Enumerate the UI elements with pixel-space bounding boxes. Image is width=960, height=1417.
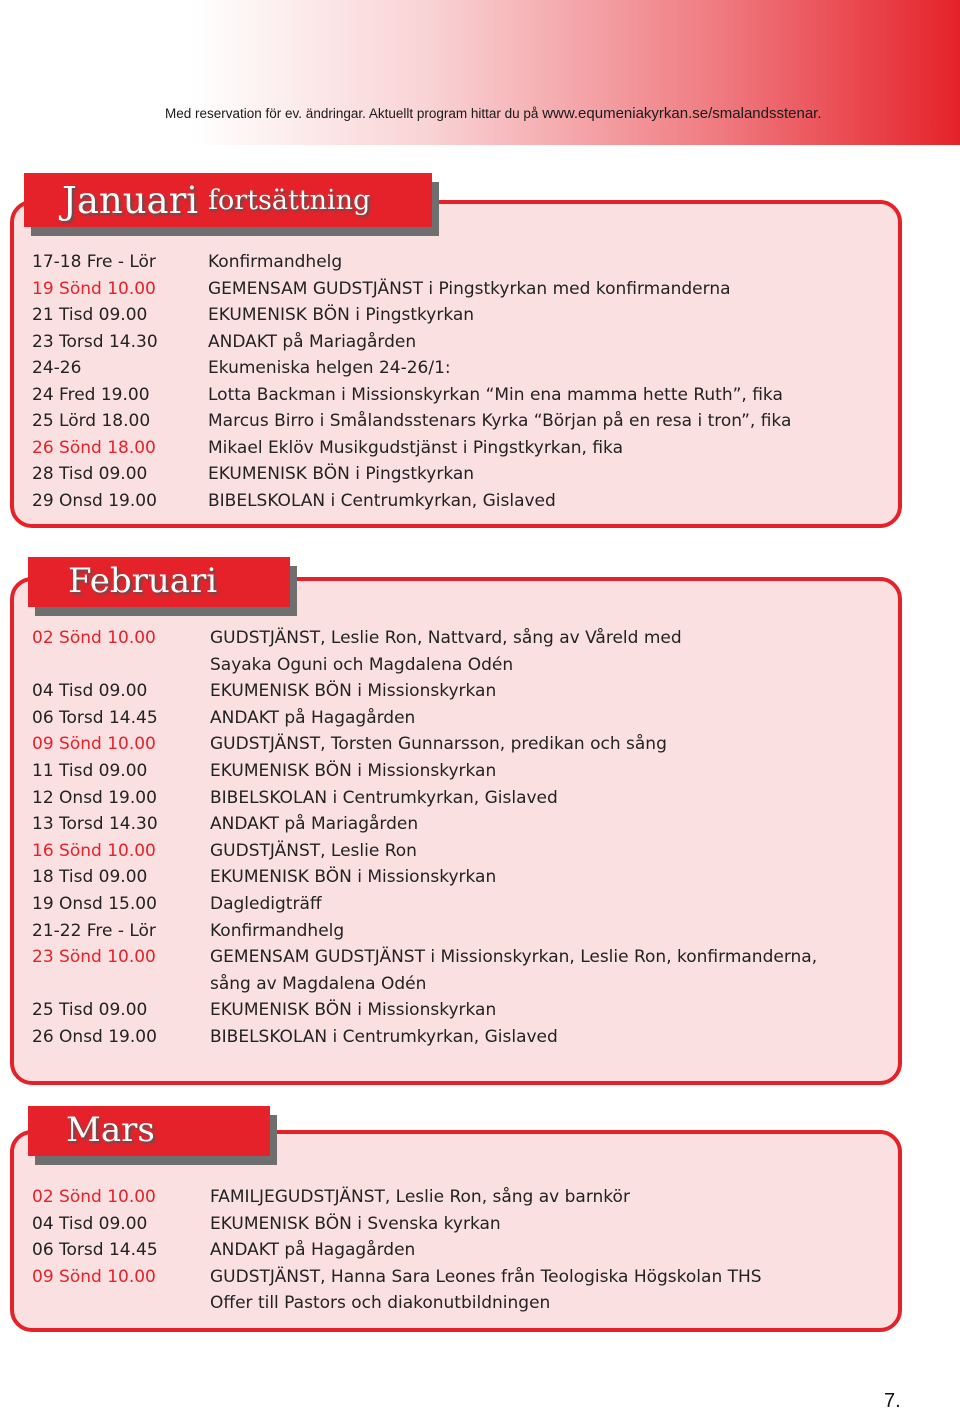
schedule-date: 25 Tisd 09.00 <box>32 1000 148 1021</box>
schedule-date: 18 Tisd 09.00 <box>32 867 148 888</box>
schedule-date: 23 Torsd 14.30 <box>32 331 158 352</box>
schedule-date: 13 Torsd 14.30 <box>32 814 158 835</box>
schedule-description: Sayaka Oguni och Magdalena Odén <box>210 654 514 675</box>
schedule-date: 02 Sönd 10.00 <box>32 628 156 648</box>
schedule-date: 16 Sönd 10.00 <box>32 840 156 861</box>
schedule-description: Marcus Birro i Smålandsstenars Kyrka “Början på en resa i tron”, fika <box>208 411 792 431</box>
schedule-description: GUDSTJÄNST, Leslie Ron <box>210 840 417 861</box>
schedule-description: sång av Magdalena Odén <box>210 973 427 994</box>
schedule-description: EKUMENISK BÖN i Pingstkyrkan <box>208 305 475 325</box>
mars-title: Mars <box>66 1110 155 1150</box>
schedule-date: 26 Onsd 19.00 <box>32 1027 157 1047</box>
schedule-description: GUDSTJÄNST, Torsten Gunnarsson, predikan och sång <box>210 734 667 755</box>
schedule-date: 09 Sönd 10.00 <box>32 734 156 755</box>
schedule-date: 19 Onsd 15.00 <box>32 894 157 914</box>
schedule-date: 29 Onsd 19.00 <box>32 490 157 511</box>
mars-banner <box>28 1106 270 1156</box>
schedule-date: 04 Tisd 09.00 <box>32 1213 148 1234</box>
schedule-description: Mikael Eklöv Musikgudstjänst i Pingstkyrkan, fika <box>208 437 624 458</box>
schedule-date: 25 Lörd 18.00 <box>32 411 151 431</box>
schedule-description: Dagledigträff <box>210 894 322 914</box>
schedule-description: BIBELSKOLAN i Centrumkyrkan, Gislaved <box>210 1027 558 1047</box>
schedule-date: 17-18 Fre - Lör <box>32 252 156 272</box>
schedule-description: ANDAKT på Mariagården <box>210 814 419 835</box>
page-number: 7. <box>884 1390 901 1412</box>
schedule-description: BIBELSKOLAN i Centrumkyrkan, Gislaved <box>210 787 558 808</box>
schedule-date: 21 Tisd 09.00 <box>32 305 148 325</box>
schedule-description: Konfirmandhelg <box>210 920 345 941</box>
schedule-description: BIBELSKOLAN i Centrumkyrkan, Gislaved <box>208 490 556 511</box>
header-gradient-band <box>0 0 960 145</box>
schedule-description: GEMENSAM GUDSTJÄNST i Missionskyrkan, Leslie Ron, konfirmanderna, <box>210 947 818 968</box>
februari-banner <box>28 557 290 607</box>
januari-title: Januari <box>62 179 199 222</box>
schedule-date: 04 Tisd 09.00 <box>32 681 148 702</box>
februari-title: Februari <box>68 561 218 601</box>
schedule-description: GUDSTJÄNST, Hanna Sara Leones från Teologiska Högskolan THS <box>210 1266 762 1287</box>
schedule-date: 24 Fred 19.00 <box>32 384 150 405</box>
notice-text: Med reservation för ev. ändringar. Aktuellt program hittar du på <box>165 106 543 121</box>
schedule-description: EKUMENISK BÖN i Missionskyrkan <box>210 761 497 781</box>
schedule-description: ANDAKT på Mariagården <box>208 331 417 352</box>
schedule-date: 06 Torsd 14.45 <box>32 1240 158 1261</box>
schedule-date: 23 Sönd 10.00 <box>32 947 156 968</box>
schedule-date: 19 Sönd 10.00 <box>32 278 156 299</box>
schedule-date: 12 Onsd 19.00 <box>32 787 157 808</box>
schedule-description: EKUMENISK BÖN i Svenska kyrkan <box>210 1213 501 1234</box>
schedule-date: 06 Torsd 14.45 <box>32 707 158 728</box>
website-link[interactable]: www.equmeniakyrkan.se/smalandsstenar. <box>542 105 822 122</box>
schedule-description: GEMENSAM GUDSTJÄNST i Pingstkyrkan med konfirmanderna <box>208 278 731 299</box>
schedule-description: Offer till Pastors och diakonutbildningen <box>210 1293 551 1314</box>
schedule-date: 24-26 <box>32 358 82 378</box>
januari-banner <box>24 173 432 227</box>
schedule-description: EKUMENISK BÖN i Missionskyrkan <box>210 681 497 702</box>
januari-subtitle: fortsättning <box>208 185 371 216</box>
schedule-description: EKUMENISK BÖN i Missionskyrkan <box>210 867 497 888</box>
schedule-date: 02 Sönd 10.00 <box>32 1187 156 1207</box>
reservation-notice <box>165 105 822 122</box>
schedule-description: EKUMENISK BÖN i Missionskyrkan <box>210 1000 497 1021</box>
schedule-date: 26 Sönd 18.00 <box>32 437 156 458</box>
schedule-date: 28 Tisd 09.00 <box>32 464 148 484</box>
schedule-description: ANDAKT på Hagagården <box>210 1240 416 1261</box>
schedule-description: Konfirmandhelg <box>208 252 343 272</box>
schedule-description: Ekumeniska helgen 24-26/1: <box>208 358 451 378</box>
schedule-description: EKUMENISK BÖN i Pingstkyrkan <box>208 464 475 484</box>
schedule-description: FAMILJEGUDSTJÄNST, Leslie Ron, sång av barnkör <box>210 1187 630 1207</box>
schedule-description: Lotta Backman i Missionskyrkan “Min ena mamma hette Ruth”, fika <box>208 384 783 405</box>
schedule-description: ANDAKT på Hagagården <box>210 707 416 728</box>
schedule-date: 09 Sönd 10.00 <box>32 1266 156 1287</box>
schedule-date: 11 Tisd 09.00 <box>32 761 148 781</box>
schedule-description: GUDSTJÄNST, Leslie Ron, Nattvard, sång av Våreld med <box>210 628 682 648</box>
schedule-date: 21-22 Fre - Lör <box>32 920 156 941</box>
